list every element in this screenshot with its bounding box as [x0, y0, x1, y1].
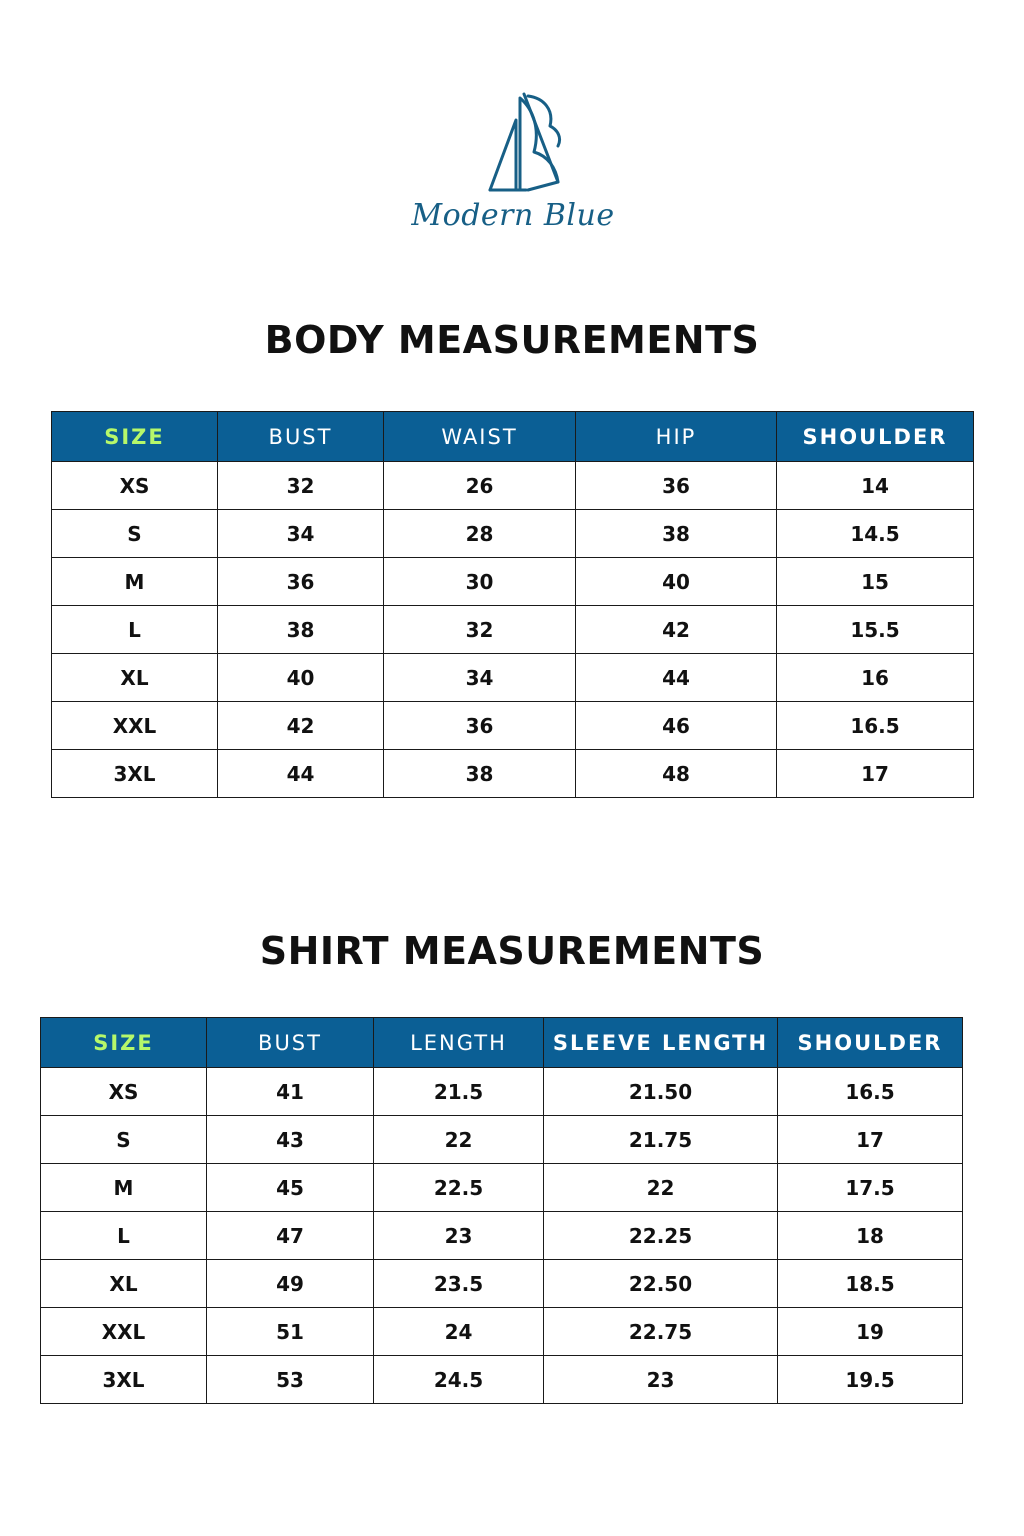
column-header-bust: BUST	[207, 1018, 374, 1068]
table-cell: M	[52, 558, 218, 606]
table-row	[41, 1116, 963, 1164]
table-cell: 40	[218, 654, 384, 702]
table-row	[41, 1164, 963, 1212]
table-cell: 30	[384, 558, 576, 606]
table-cell: 14	[777, 462, 974, 510]
column-header-shoulder: SHOULDER	[778, 1018, 963, 1068]
table-cell: 3XL	[52, 750, 218, 798]
table-cell: S	[52, 510, 218, 558]
table-row	[52, 606, 974, 654]
table-cell: 17	[778, 1116, 963, 1164]
table-cell: 41	[207, 1068, 374, 1116]
table-cell: 18.5	[778, 1260, 963, 1308]
table-cell: 24	[374, 1308, 544, 1356]
table-cell: 38	[576, 510, 777, 558]
table-cell: 40	[576, 558, 777, 606]
table-cell: 34	[218, 510, 384, 558]
table-cell: 44	[218, 750, 384, 798]
body-measurements-title: BODY MEASUREMENTS	[264, 318, 760, 362]
table-cell: 46	[576, 702, 777, 750]
table-cell: 22.5	[374, 1164, 544, 1212]
table-cell: 22	[374, 1116, 544, 1164]
table-cell: XXL	[41, 1308, 207, 1356]
table-row	[52, 462, 974, 510]
table-cell: 53	[207, 1356, 374, 1404]
table-cell: 16.5	[778, 1068, 963, 1116]
table-cell: XS	[52, 462, 218, 510]
table-cell: 42	[218, 702, 384, 750]
column-header-size: SIZE	[41, 1018, 207, 1068]
table-cell: L	[52, 606, 218, 654]
table-cell: 36	[384, 702, 576, 750]
table-cell: 51	[207, 1308, 374, 1356]
table-cell: 26	[384, 462, 576, 510]
table-cell: 42	[576, 606, 777, 654]
table-row	[41, 1308, 963, 1356]
table-cell: XL	[52, 654, 218, 702]
table-cell: 47	[207, 1212, 374, 1260]
table-row	[41, 1260, 963, 1308]
table-cell: 16.5	[777, 702, 974, 750]
column-header-shoulder: SHOULDER	[777, 412, 974, 462]
table-row	[52, 654, 974, 702]
table-row	[52, 750, 974, 798]
table-cell: 32	[218, 462, 384, 510]
table-cell: 22.50	[544, 1260, 778, 1308]
table-row	[52, 702, 974, 750]
table-row	[41, 1068, 963, 1116]
table-cell: 21.75	[544, 1116, 778, 1164]
table-cell: 22.75	[544, 1308, 778, 1356]
table-row	[41, 1356, 963, 1404]
column-header-size: SIZE	[52, 412, 218, 462]
table-cell: XXL	[52, 702, 218, 750]
table-cell: 17.5	[778, 1164, 963, 1212]
table-cell: 38	[384, 750, 576, 798]
column-header-length: LENGTH	[374, 1018, 544, 1068]
sailboat-icon	[408, 90, 618, 200]
table-cell: 19.5	[778, 1356, 963, 1404]
table-cell: 21.5	[374, 1068, 544, 1116]
table-row	[41, 1212, 963, 1260]
table-cell: 48	[576, 750, 777, 798]
table-cell: 43	[207, 1116, 374, 1164]
table-cell: 36	[218, 558, 384, 606]
table-cell: 14.5	[777, 510, 974, 558]
table-cell: 36	[576, 462, 777, 510]
body-measurements-table	[51, 411, 974, 798]
table-cell: 18	[778, 1212, 963, 1260]
brand-logo	[408, 90, 618, 240]
table-cell: M	[41, 1164, 207, 1212]
column-header-hip: HIP	[576, 412, 777, 462]
column-header-waist: WAIST	[384, 412, 576, 462]
table-cell: 22	[544, 1164, 778, 1212]
column-header-sleeve-length: SLEEVE LENGTH	[544, 1018, 778, 1068]
table-cell: L	[41, 1212, 207, 1260]
column-header-bust: BUST	[218, 412, 384, 462]
table-cell: 49	[207, 1260, 374, 1308]
shirt-measurements-table	[40, 1017, 963, 1404]
table-cell: 17	[777, 750, 974, 798]
table-cell: 16	[777, 654, 974, 702]
table-header-row	[52, 412, 974, 462]
table-cell: 34	[384, 654, 576, 702]
table-cell: XS	[41, 1068, 207, 1116]
table-cell: 44	[576, 654, 777, 702]
table-cell: S	[41, 1116, 207, 1164]
table-cell: 23	[374, 1212, 544, 1260]
table-cell: 15.5	[777, 606, 974, 654]
table-cell: 24.5	[374, 1356, 544, 1404]
table-header-row	[41, 1018, 963, 1068]
table-cell: 38	[218, 606, 384, 654]
table-cell: XL	[41, 1260, 207, 1308]
table-cell: 3XL	[41, 1356, 207, 1404]
brand-name: Modern Blue	[411, 198, 615, 233]
table-row	[52, 510, 974, 558]
table-cell: 22.25	[544, 1212, 778, 1260]
table-cell: 28	[384, 510, 576, 558]
table-cell: 45	[207, 1164, 374, 1212]
table-cell: 19	[778, 1308, 963, 1356]
table-cell: 23.5	[374, 1260, 544, 1308]
table-cell: 15	[777, 558, 974, 606]
table-cell: 21.50	[544, 1068, 778, 1116]
table-row	[52, 558, 974, 606]
shirt-measurements-title: SHIRT MEASUREMENTS	[259, 929, 765, 973]
table-cell: 23	[544, 1356, 778, 1404]
table-cell: 32	[384, 606, 576, 654]
